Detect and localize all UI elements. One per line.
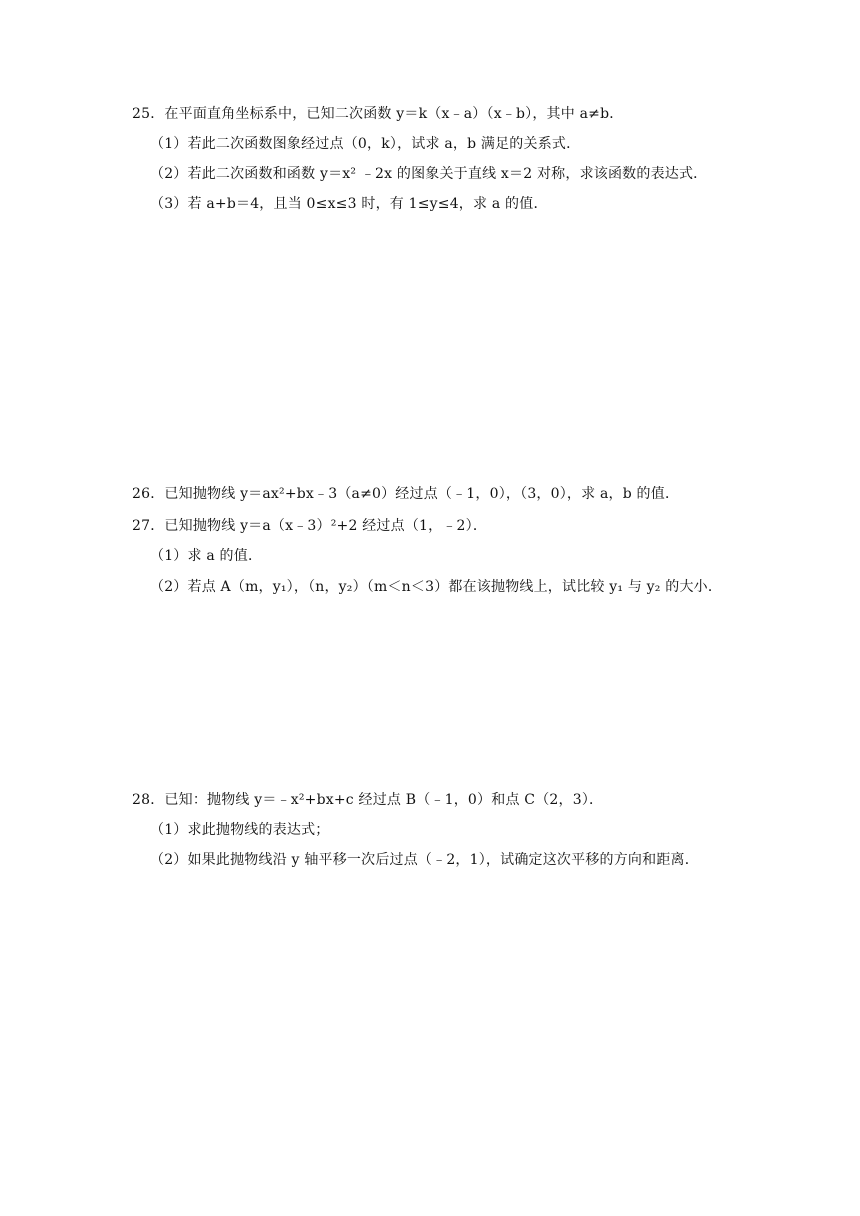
- problem-25-stem: 25．在平面直角坐标系中，已知二次函数 y＝k（x﹣a）（x﹣b），其中 a≠b．: [132, 106, 624, 122]
- problem-27-part-1: （1）求 a 的值．: [150, 548, 263, 564]
- problem-28-part-1: （1）求此抛物线的表达式；: [150, 822, 330, 838]
- problem-25-part-1: （1）若此二次函数图象经过点（0，k），试求 a，b 满足的关系式．: [150, 136, 581, 152]
- problem-26-stem: 26．已知抛物线 y＝ax²+bx﹣3（a≠0）经过点（﹣1，0），（3，0），求 a，b 的值．: [132, 486, 680, 502]
- problem-25-part-2: （2）若此二次函数和函数 y＝x² ﹣2x 的图象关于直线 x＝2 对称，求该函数的表达式．: [150, 166, 708, 182]
- problem-27-part-2: （2）若点 A（m，y₁），（n，y₂）（m＜n＜3）都在该抛物线上，试比较 y₁ 与 y₂ 的大小．: [150, 579, 723, 595]
- problem-28-part-2: （2）如果此抛物线沿 y 轴平移一次后过点（﹣2，1），试确定这次平移的方向和距离．: [150, 852, 699, 868]
- problem-25-part-3: （3）若 a+b＝4，且当 0≤x≤3 时，有 1≤y≤4，求 a 的值．: [150, 196, 548, 212]
- problem-28-stem: 28．已知：抛物线 y＝﹣x²+bx+c 经过点 B（﹣1，0）和点 C（2，3）．: [132, 792, 604, 808]
- problem-27-stem: 27．已知抛物线 y＝a（x﹣3）²+2 经过点（1，﹣2）．: [132, 518, 488, 534]
